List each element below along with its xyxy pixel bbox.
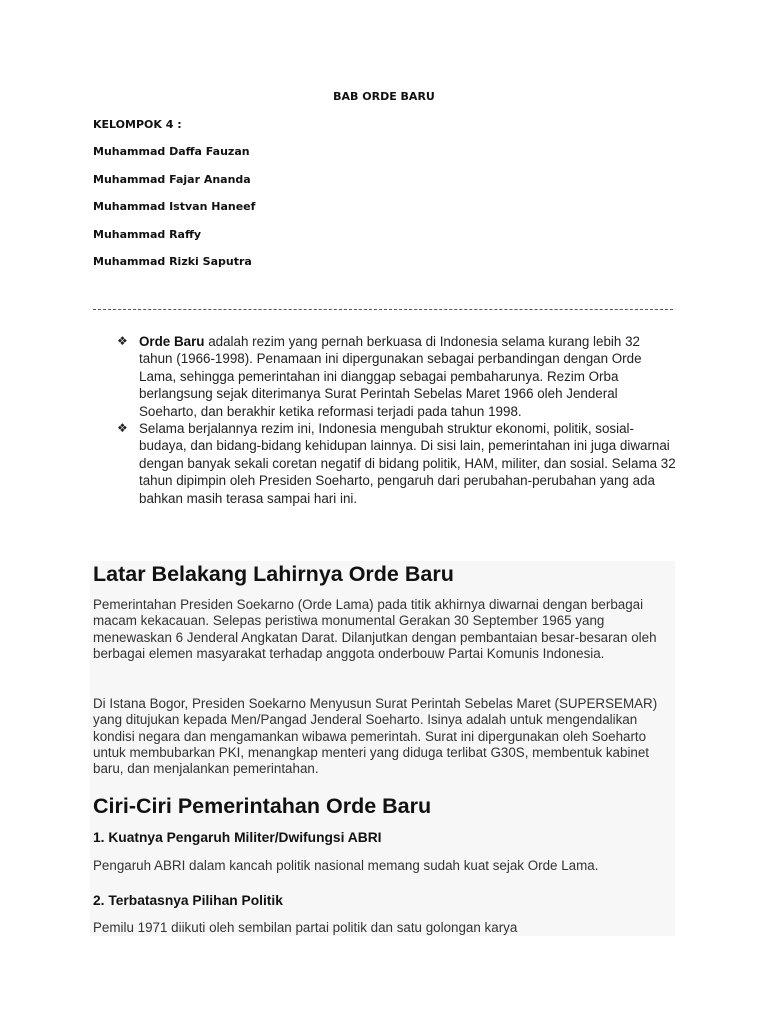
bullet-text: Selama berjalannya rezim ini, Indonesia mengubah struktur ekonomi, politik, sosial-budaya, dan bidang-bidang kehidupan lainnya. Di sisi lain, pemerintahan ini juga diwarnai dengan banyak sekali coretan negatif di bidang politik, HAM, militer, dan sosial. Selama 32 tahun dipimpin oleh Presiden Soeharto, pengaruh dari perubahan-perubahan yang ada bahkan masih terasa sampai hari ini. (139, 421, 676, 506)
section-heading-latar-belakang: Latar Belakang Lahirnya Orde Baru (93, 562, 454, 586)
document-title: BAB ORDE BARU (333, 90, 435, 103)
section-paragraph: Pengaruh ABRI dalam kancah politik nasional memang sudah kuat sejak Orde Lama. (93, 858, 599, 873)
member-name: Muhammad Raffy (93, 227, 202, 241)
bullet-item (117, 333, 677, 420)
section-paragraph: Pemerintahan Presiden Soekarno (Orde Lama) pada titik akhirnya diwarnai dengan berbagai macam kekacauan. Selepas peristiwa monumental Gerakan 30 September 1965 yang menewaskan 6 Jenderal Angkatan Darat. Dilanjutkan dengan pembantaian besar-besaran oleh berbagai elemen masyarakat terhadap anggota onderbouw Partai Komunis Indonesia. (93, 597, 657, 661)
member-name: Muhammad Rizki Saputra (93, 254, 252, 268)
bullet-item (117, 420, 677, 507)
bullet-bold-term: Orde Baru (139, 334, 205, 349)
bullet-text: adalah rezim yang pernah berkuasa di Indonesia selama kurang lebih 32 tahun (1966-1998). Penamaan ini dipergunakan sebagai perbandingan dengan Orde Lama, sehingga pemerintahan ini dianggap sebagai pembaharunya. Rezim Orba berlangsung sejak diterimanya Surat Perintah Sebelas Maret 1966 oleh Jenderal Soeharto, dan berakhir ketika reformasi terjadi pada tahun 1998. (139, 334, 642, 419)
member-name: Muhammad Daffa Fauzan (93, 145, 250, 159)
subheading-item-2: 2. Terbatasnya Pilihan Politik (93, 893, 283, 908)
intro-bullet-list (117, 333, 677, 507)
group-block (93, 118, 255, 282)
member-name: Muhammad Fajar Ananda (93, 172, 251, 186)
section-paragraph: Di Istana Bogor, Presiden Soekarno Menyusun Surat Perintah Sebelas Maret (SUPERSEMAR) yang ditujukan kepada Men/Pangad Jenderal Soeharto. Isinya adalah untuk mengendalikan kondisi negara dan mengamankan wibawa pemerintah. Surat ini dipergunakan oleh Soeharto untuk membubarkan PKI, menangkap menteri yang diduga terlibat G30S, membentuk kabinet baru, dan menjalankan pemerintahan. (93, 696, 658, 777)
diamond-bullet-icon: ❖ (117, 334, 128, 348)
member-name: Muhammad Istvan Haneef (93, 200, 256, 214)
section-paragraph: Pemilu 1971 diikuti oleh sembilan partai politik dan satu golongan karya (93, 920, 518, 935)
diamond-bullet-icon: ❖ (117, 421, 128, 436)
dashed-divider (93, 309, 673, 310)
group-label: KELOMPOK 4 : (93, 118, 182, 131)
subheading-item-1: 1. Kuatnya Pengaruh Militer/Dwifungsi ABRI (93, 830, 382, 845)
section-heading-ciri-ciri: Ciri-Ciri Pemerintahan Orde Baru (93, 794, 432, 818)
